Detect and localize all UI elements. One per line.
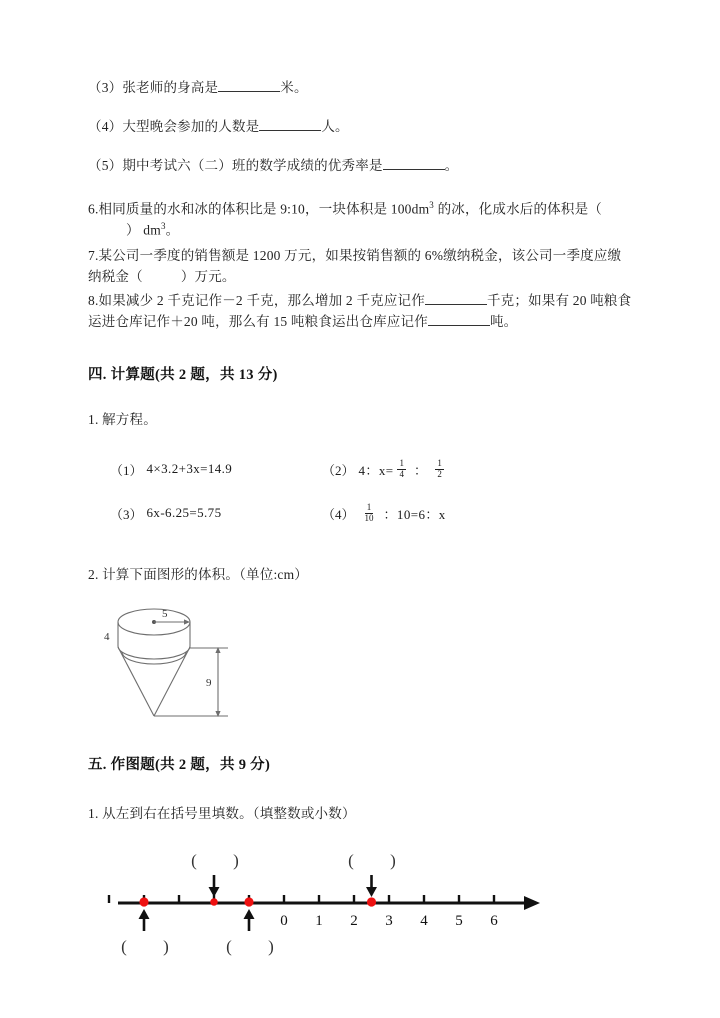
question-8-blank-2[interactable]	[428, 325, 490, 326]
question-8	[88, 291, 634, 333]
section-five-sub1-label: 1. 从左到右在括号里填数。（填整数或小数）	[88, 805, 356, 821]
equation-2-fraction-2-numerator: 1	[437, 458, 442, 469]
equation-1-label: （1）	[110, 462, 143, 478]
question-6-superscript-1: 3	[429, 199, 434, 210]
paren-close-m4[interactable]: )	[390, 850, 396, 870]
equation-3	[110, 503, 322, 523]
question-6-text-part1: 相同质量的水和冰的体积比是 9:10，一块体积是 100dm	[98, 201, 430, 217]
number-line-tick-labels	[280, 913, 498, 929]
question-6-number: 6.	[88, 201, 99, 217]
section-four-sub2-label: 2. 计算下面图形的体积。（单位:cm）	[88, 566, 308, 582]
fill-blank-3-prefix: （3）张老师的身高是	[88, 80, 219, 95]
question-7	[88, 246, 634, 288]
fill-blank-item-3	[88, 78, 634, 99]
number-line-up-arrows	[144, 917, 249, 931]
question-6-text-part4: 。	[165, 222, 180, 238]
tick-label-2: 2	[350, 912, 358, 929]
fill-blank-item-5	[88, 156, 634, 177]
question-6-superscript-2: 3	[160, 221, 166, 232]
cylinder-bottom-front-arc	[118, 646, 190, 659]
paren-open-m3[interactable]: (	[226, 936, 232, 956]
question-8-text-part1: 如果减少 2 千克记作－2 千克，那么增加 2 千克应记作	[98, 293, 425, 309]
marker-dot-m1	[139, 897, 148, 906]
tick-label-0: 0	[280, 912, 288, 929]
equation-4-fraction-1	[363, 503, 376, 523]
question-6-text-part3: ） dm	[126, 222, 161, 238]
question-6-text-part2: 的冰，化成水后的体积是（	[434, 201, 602, 217]
question-8-text-part2: 千克；如果有 20 吨粮食运进仓库记作＋20 吨，那么有 15 吨粮食运出仓库应记作	[88, 293, 632, 330]
fill-blank-3-suffix: 米。	[280, 80, 308, 95]
tick-label-3: 3	[385, 912, 393, 929]
equation-2-fraction-1-denominator: 4	[399, 468, 404, 479]
paren-close-m2[interactable]: )	[233, 850, 239, 870]
equation-3-expression: 6x-6.25=5.75	[146, 505, 222, 521]
equation-2-fraction-2-denominator: 2	[437, 468, 442, 479]
fill-blank-5-prefix: （5）期中考试六（二）班的数学成绩的优秀率是	[88, 157, 383, 173]
equation-4-label: （4）	[322, 506, 355, 522]
paren-open-m4[interactable]: (	[348, 850, 354, 870]
paren-open-m1[interactable]: (	[121, 936, 127, 956]
cone-top-front-arc	[122, 652, 186, 664]
radius-label: 5	[162, 607, 168, 620]
equation-2-fraction-1	[397, 459, 406, 479]
fill-blank-4-suffix: 人。	[321, 118, 349, 134]
paren-open-m2[interactable]: (	[191, 850, 197, 870]
fill-blank-3-input[interactable]	[218, 91, 280, 92]
number-line-down-arrows	[214, 875, 372, 890]
section-five-heading: 五. 作图题(共 2 题，共 9 分)	[88, 756, 271, 773]
equation-4-fraction-1-denominator: 10	[364, 512, 374, 523]
down-arrow-head-m4	[366, 887, 377, 897]
equation-4-tail: ：10=6：x	[383, 506, 446, 522]
section-four-sub1-label: 1. 解方程。	[88, 412, 157, 428]
question-8-blank-1[interactable]	[425, 304, 487, 305]
equation-2	[322, 459, 634, 479]
cone-height-label: 9	[206, 676, 212, 689]
section-four-heading: 四. 计算题(共 2 题，共 13 分)	[88, 367, 278, 384]
equation-2-fraction-2	[435, 459, 444, 479]
paren-close-m1[interactable]: )	[163, 936, 169, 956]
up-arrow-head-m1	[139, 909, 150, 919]
equation-4	[322, 503, 634, 523]
marker-dot-m2	[210, 898, 218, 906]
marker-dot-m4	[367, 897, 376, 906]
equation-2-label: （2）	[322, 462, 355, 478]
equation-2-ratio-symbol: ：	[413, 462, 428, 478]
paren-close-m3[interactable]: )	[268, 936, 274, 956]
question-7-text-part2: ）万元。	[180, 268, 236, 284]
equation-1-expression: 4×3.2+3x=14.9	[146, 461, 233, 477]
fill-blank-4-prefix: （4）大型晚会参加的人数是	[88, 118, 260, 134]
up-arrow-head-m3	[244, 909, 255, 919]
number-line-arrowhead	[524, 896, 540, 910]
number-line-container	[88, 849, 634, 962]
fill-blank-5-suffix: 。	[444, 157, 459, 173]
number-line-parens-above	[191, 851, 396, 870]
question-7-number: 7.	[88, 247, 99, 263]
equation-4-fraction-1-numerator: 1	[366, 502, 372, 513]
cylinder-cone-figure	[98, 600, 298, 730]
question-8-number: 8.	[88, 293, 99, 309]
question-6	[88, 199, 634, 242]
down-arrow-head-m2	[209, 887, 220, 897]
tick-label-1: 1	[315, 912, 323, 929]
equation-3-label: （3）	[110, 506, 143, 522]
equation-1	[110, 459, 322, 479]
number-line-figure	[88, 849, 558, 957]
number-line-parens-below	[121, 937, 274, 956]
worksheet-content	[88, 0, 634, 962]
tick-label-6: 6	[490, 912, 498, 929]
equation-grid	[110, 459, 634, 523]
solid-figure-container	[98, 600, 634, 735]
tick-label-5: 5	[455, 912, 463, 929]
tick-label-4: 4	[420, 912, 428, 929]
cylinder-height-label: 4	[104, 630, 110, 643]
fill-blank-5-input[interactable]	[383, 169, 445, 170]
fill-blank-item-4	[88, 117, 634, 138]
question-8-text-part3: 吨。	[489, 314, 518, 330]
marker-dot-m3	[244, 897, 253, 906]
equation-2-fraction-1-numerator: 1	[399, 458, 404, 469]
equation-2-lead: 4：x=	[358, 462, 394, 478]
question-7-text-part1: 某公司一季度的销售额是 1200 万元，如果按销售额的 6%缴纳税金，该公司一季度应缴纳税金（	[88, 247, 622, 284]
fill-blank-4-input[interactable]	[259, 130, 321, 131]
